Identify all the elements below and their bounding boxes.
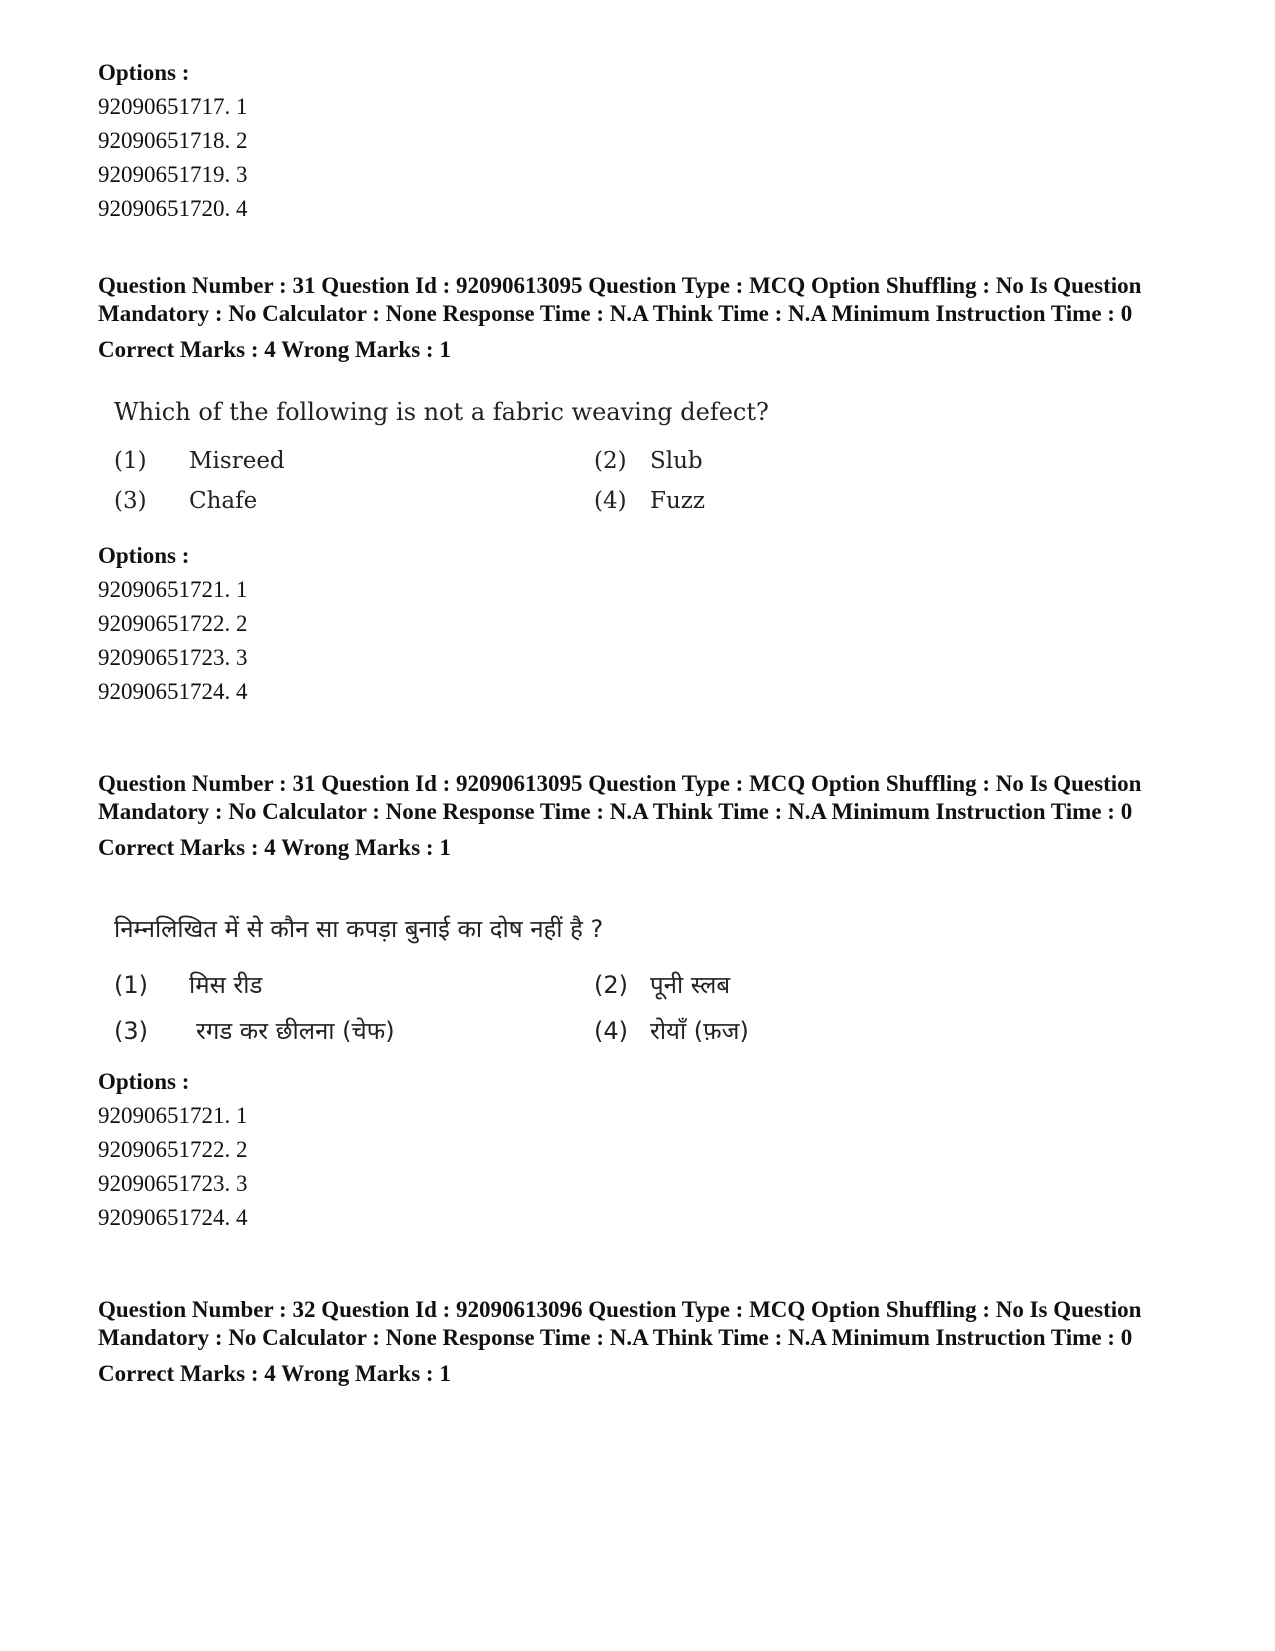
choice-1 xyxy=(114,968,262,1001)
question-header-2 xyxy=(98,770,1178,862)
choice-text: Slub xyxy=(650,448,703,474)
choice-1 xyxy=(114,448,285,474)
option-line: 92090651724. 4 xyxy=(98,679,248,704)
question-stem-english xyxy=(114,398,794,426)
choice-text: Misreed xyxy=(189,448,285,474)
options-label: Options : xyxy=(98,60,190,85)
question-marks: Correct Marks : 4 Wrong Marks : 1 xyxy=(98,835,451,860)
question-meta: Question Number : 31 Question Id : 92090613095 Question Type : MCQ Option Shuffling : No Is Question Mandatory : No Calculator : None Response Time : N.A Think Time : N.A Minimum Instruction Time : 0 xyxy=(98,273,1142,326)
choice-number: (1) xyxy=(114,448,147,474)
option-line: 92090651720. 4 xyxy=(98,196,248,221)
question-meta: Question Number : 32 Question Id : 92090613096 Question Type : MCQ Option Shuffling : No Is Question Mandatory : No Calculator : None Response Time : N.A Think Time : N.A Minimum Instruction Time : 0 xyxy=(98,1297,1142,1350)
option-line: 92090651723. 3 xyxy=(98,1171,248,1196)
option-line: 92090651718. 2 xyxy=(98,128,248,153)
choice-text: Chafe xyxy=(189,488,258,514)
choice-number: (4) xyxy=(594,1017,628,1045)
option-line: 92090651723. 3 xyxy=(98,645,248,670)
question-header-3 xyxy=(98,1296,1178,1388)
question-meta: Question Number : 31 Question Id : 92090613095 Question Type : MCQ Option Shuffling : No Is Question Mandatory : No Calculator : None Response Time : N.A Think Time : N.A Minimum Instruction Time : 0 xyxy=(98,771,1142,824)
choice-number: (3) xyxy=(114,1017,148,1045)
options-block-0 xyxy=(98,56,1178,226)
option-line: 92090651717. 1 xyxy=(98,94,248,119)
options-label: Options : xyxy=(98,1069,190,1094)
option-line: 92090651724. 4 xyxy=(98,1205,248,1230)
option-line: 92090651722. 2 xyxy=(98,1137,248,1162)
choice-4 xyxy=(594,488,705,514)
question-header-1 xyxy=(98,272,1178,364)
options-label: Options : xyxy=(98,543,190,568)
choice-text: मिस रीड xyxy=(189,971,263,999)
choice-text: रगड कर छीलना (चेफ) xyxy=(196,1017,395,1045)
question-text: Which of the following is not a fabric weaving defect? xyxy=(114,398,769,426)
choice-3 xyxy=(114,488,257,514)
choice-number: (4) xyxy=(594,488,627,514)
question-text: निम्नलिखित में से कौन सा कपड़ा बुनाई का दोष नहीं है ? xyxy=(114,915,604,943)
choice-2 xyxy=(594,968,730,1001)
option-line: 92090651722. 2 xyxy=(98,611,248,636)
question-marks: Correct Marks : 4 Wrong Marks : 1 xyxy=(98,1361,451,1386)
choice-number: (3) xyxy=(114,488,147,514)
option-line: 92090651721. 1 xyxy=(98,577,248,602)
options-block-2 xyxy=(98,1065,1178,1235)
choice-4 xyxy=(594,1014,749,1047)
question-stem-hindi xyxy=(114,912,794,945)
choice-3 xyxy=(114,1014,395,1047)
choice-2 xyxy=(594,448,703,474)
option-line: 92090651719. 3 xyxy=(98,162,248,187)
choice-text: रोयाँ (फ़ज) xyxy=(650,1017,749,1045)
options-block-1 xyxy=(98,539,1178,709)
choice-number: (1) xyxy=(114,971,148,999)
choice-text: Fuzz xyxy=(650,488,706,514)
choice-number: (2) xyxy=(594,448,627,474)
question-marks: Correct Marks : 4 Wrong Marks : 1 xyxy=(98,337,451,362)
option-line: 92090651721. 1 xyxy=(98,1103,248,1128)
choice-number: (2) xyxy=(594,971,628,999)
choice-text: पूनी स्लब xyxy=(650,971,731,999)
